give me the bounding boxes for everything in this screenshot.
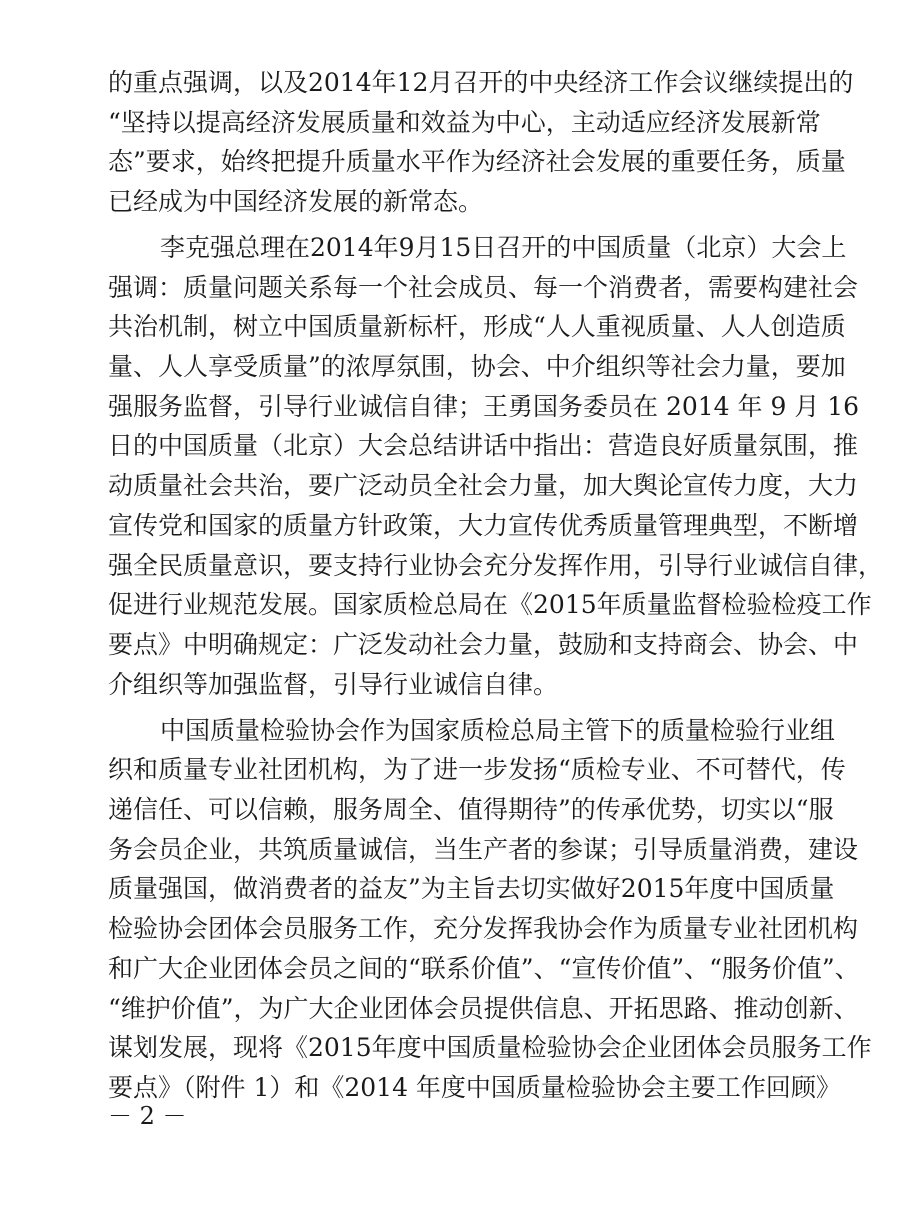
text-line: 质量强国，做消费者的益友”为主旨去切实做好2015年度中国质量 [108,874,835,903]
text-line: 务会员企业，共筑质量诚信，当生产者的参谋；引导质量消费，建设 [108,835,859,864]
text-line: 检验协会团体会员服务工作，充分发挥我协会作为质量专业社团机构 [108,914,859,943]
text-line: 要点》中明确规定：广泛发动社会力量，鼓励和支持商会、协会、中 [108,630,859,659]
text-line: 已经成为中国经济发展的新常态。 [108,187,484,216]
text-line: 日的中国质量（北京）大会总结讲话中指出：营造良好质量氛围，推 [108,431,859,460]
text-line: “维护价值”，为广大企业团体会员提供信息、开拓思路、推动创新、 [108,994,859,1023]
text-line: 谋划发展，现将《2015年度中国质量检验协会企业团体会员服务工作 [108,1033,872,1062]
text-line: 和广大企业团体会员之间的“联系价值”、“宣传价值”、“服务价值”、 [108,954,860,983]
text-line: 要点》（附件 1）和《2014 年度中国质量检验协会主要工作回顾》 [108,1073,841,1102]
page-number: － 2 － [108,1102,187,1130]
text-line: 促进行业规范发展。国家质检总局在《2015年质量监督检验检疫工作 [108,590,872,619]
text-line: 态”要求，始终把提升质量水平作为经济社会发展的重要任务，质量 [108,147,846,176]
text-line: “坚持以提高经济发展质量和效益为中心，主动适应经济发展新常 [108,108,821,137]
text-line: 量、人人享受质量”的浓厚氛围，协会、中介组织等社会力量，要加 [108,352,846,381]
text-line: 织和质量专业社团机构，为了进一步发扬“质检专业、不可替代，传 [108,755,846,784]
paragraph-first-line: 李克强总理在2014年9月15日召开的中国质量（北京）大会上 [160,233,847,262]
text-line: 共治机制，树立中国质量新标杆，形成“人人重视质量、人人创造质 [108,312,846,341]
text-line: 动质量社会共治，要广泛动员全社会力量，加大舆论宣传力度，大力 [108,471,859,500]
paragraph-first-line: 中国质量检验协会作为国家质检总局主管下的质量检验行业组 [160,716,836,745]
text-line: 强服务监督，引导行业诚信自律；王勇国务委员在 2014 年 9 月 16 [108,392,860,421]
text-line: 递信任、可以信赖，服务周全、值得期待”的传承优势，切实以“服 [108,795,834,824]
text-line: 宣传党和国家的质量方针政策，大力宣传优秀质量管理典型，不断增 [108,511,859,540]
text-line: 的重点强调，以及2014年12月召开的中央经济工作会议继续提出的 [108,68,854,97]
text-line: 强全民质量意识，要支持行业协会充分发挥作用，引导行业诚信自律， [108,551,884,580]
text-line: 强调：质量问题关系每一个社会成员、每一个消费者，需要构建社会 [108,273,859,302]
text-line: 介组织等加强监督，引导行业诚信自律。 [108,670,559,699]
